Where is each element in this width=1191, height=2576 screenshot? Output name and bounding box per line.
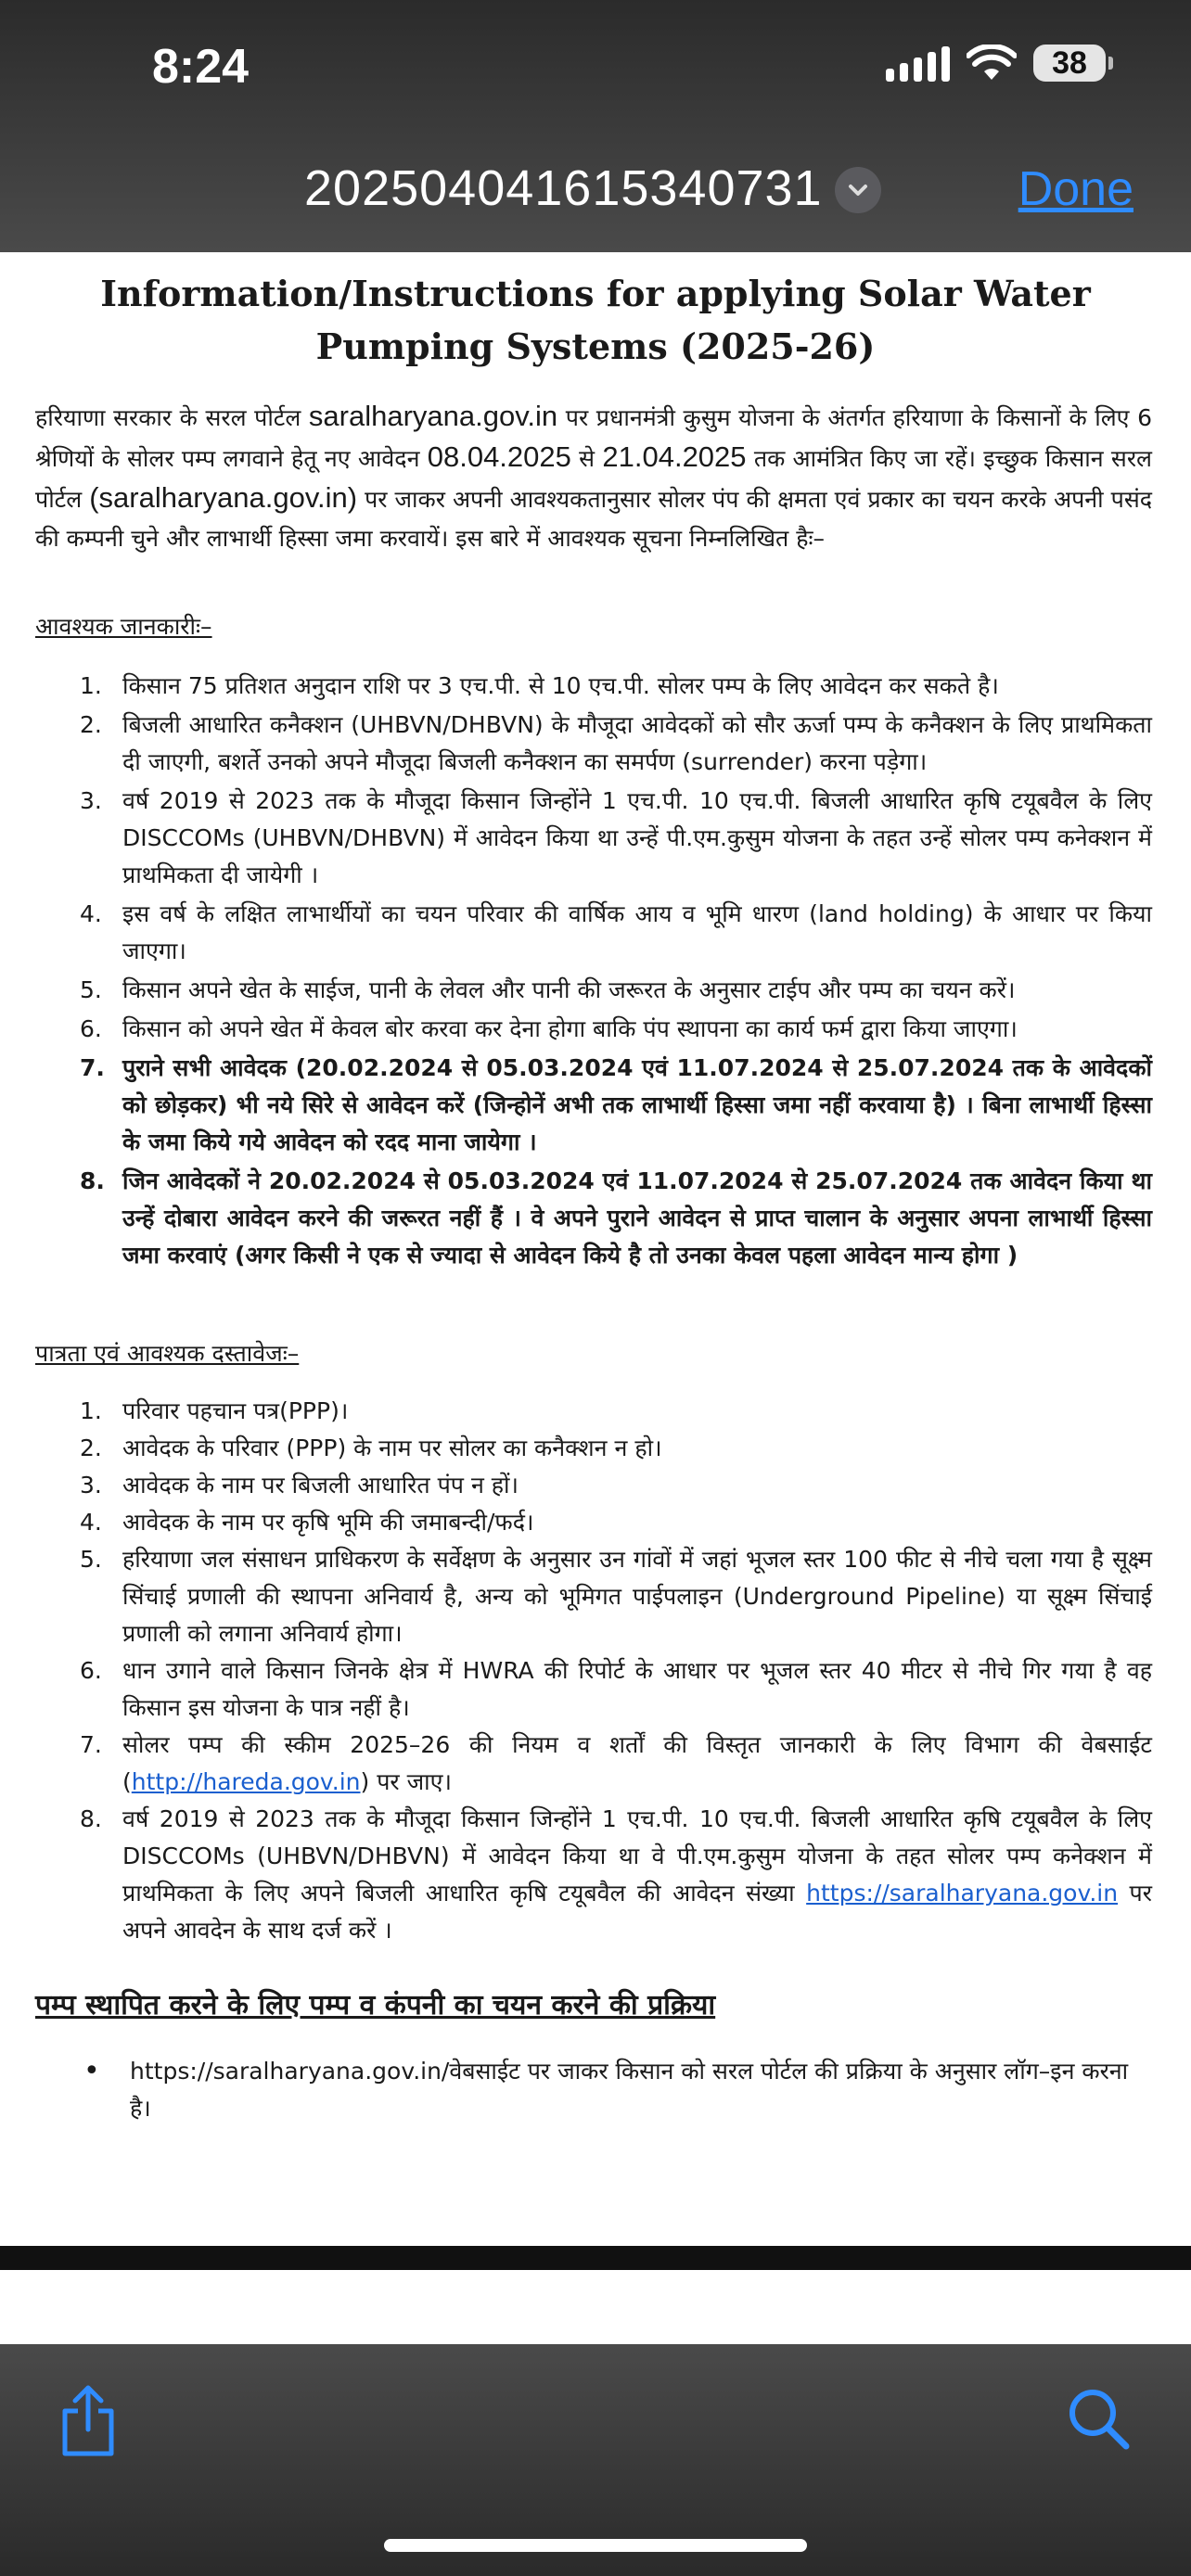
home-indicator[interactable] [384, 2539, 807, 2552]
list-item: 4. इस वर्ष के लक्षित लाभार्थीयों का चयन परिवार की वार्षिक आय व भूमि धारण (land holding) के आधार पर किया जाएगा। [80, 900, 1152, 964]
list-item: 2. आवेदक के परिवार (PPP) के नाम पर सोलर का कनैक्शन न हो। [80, 1435, 662, 1461]
eligibility-list [35, 1393, 1152, 1949]
intro-paragraph: हरियाणा सरकार के सरल पोर्टल saralharyana.gov.in पर प्रधानमंत्री कुसुम योजना के अंतर्गत हरियाणा के किसानों के लिए 6 श्रेणियों के सोलर पम्प लगवाने हेतू नए आवेदन 08.04.2025 से 21.04.2025 तक आमंत्रित किए जा रहें। इच्छुक किसान सरल पोर्टल (saralharyana.gov.in) पर जाकर अपनी आवश्यकतानुसार सोलर पंप की क्षमता एवं प्रकार का चयन करके अपनी पसंद की कम्पनी चुने और लाभार्थी हिस्सा जमा करवायें। इस बारे में आवश्यक सूचना निम्नलिखित हैः– [35, 400, 1152, 552]
page-separator [0, 2246, 1191, 2270]
cellular-signal-icon [886, 45, 950, 82]
section-heading-info: आवश्यक जानकारीः– [35, 613, 212, 640]
list-item: 1. किसान 75 प्रतिशत अनुदान राशि पर 3 एच.पी. से 10 एच.पी. सोलर पम्प के लिए आवेदन कर सकते है। [80, 672, 999, 699]
list-item: 1. परिवार पहचान पत्र(PPP)। [80, 1397, 349, 1424]
status-time: 8:24 [152, 40, 250, 94]
document-heading: Information/Instructions for applying Solar Water Pumping Systems (2025-26) [100, 273, 1091, 367]
list-item: 8. वर्ष 2019 से 2023 तक के मौजूदा किसान जिन्होंने 1 एच.पी. 10 एच.पी. बिजली आधारित कृषि टयूबवैल के लिए DISCCOMs (UHBVN/DHBVN) में आवेदन किया था वे पी.एम.कुसुम योजना के तहत सोलर पम्प कनेक्शन में प्राथमिकता के लिए अपने बिजली आधारित कृषि टयूबवैल की आवेदन संख्या https://saralharyana.gov.in पर अपने आवदेन के साथ दर्ज करें । [80, 1805, 1152, 1944]
list-item: 2. बिजली आधारित कनैक्शन (UHBVN/DHBVN) के मौजूदा आवेदकों को सौर ऊर्जा पम्प के कनैक्शन के लिए प्राथमिकता दी जाएगी, बशर्ते उनको अपने मौजूदा बिजली कनैक्शन का समर्पण (surrender) करना पड़ेगा। [80, 711, 1152, 775]
info-list [35, 668, 1152, 1274]
list-item: 5. किसान अपने खेत के साईज, पानी के लेवल और पानी की जरूरत के अनुसार टाईप और पम्प का चयन करें। [80, 976, 1016, 1003]
hareda-link[interactable]: http://hareda.gov.in [131, 1768, 361, 1795]
title-menu-button[interactable] [835, 167, 881, 213]
share-icon [56, 2383, 121, 2457]
list-item: 7. पुराने सभी आवेदक (20.02.2024 से 05.03.2024 एवं 11.07.2024 से 25.07.2024 तक के आवेदकों को छोड़कर) भी नये सिरे से आवेदन करें (जिन्होनें अभी तक लाभार्थी हिस्सा जमा नहीं करवाया है) । बिना लाभार्थी हिस्सा के जमा किये गये आवेदन को रदद माना जायेगा । [80, 1054, 1152, 1155]
battery-icon: 38 [1033, 45, 1106, 82]
status-icons [886, 45, 1106, 82]
list-item: 7. सोलर पम्प की स्कीम 2025–26 की नियम व शर्तों की विस्तृत जानकारी के लिए विभाग की वेबसाईट (http://hareda.gov.in) पर जाए। [80, 1731, 1152, 1795]
section-heading-eligibility: पात्रता एवं आवश्यक दस्तावेजः– [35, 1340, 300, 1367]
list-item: 8. जिन आवेदकों ने 20.02.2024 से 05.03.2024 एवं 11.07.2024 से 25.07.2024 तक आवेदन किया था उन्हें दोबारा आवेदन करने की जरूरत नहीं हैं । वे अपने पुराने आवेदन से प्राप्त चालान के अनुसार अपना लाभार्थी हिस्सा जमा करवाएं (अगर किसी ने एक से ज्यादा से आवेदन किये है तो उनका केवल पहला आवेदन मान्य होगा ) [80, 1167, 1152, 1269]
share-button[interactable] [56, 2383, 121, 2461]
process-bullet: • https://saralharyana.gov.in/वेबसाईट पर जाकर किसान को सरल पोर्टल की प्रक्रिया के अनुसार लॉग–इन करना है। [130, 2053, 1150, 2127]
saralharyana-link[interactable]: https://saralharyana.gov.in [806, 1880, 1119, 1906]
list-item: 6. किसान को अपने खेत में केवल बोर करवा कर देना होगा बाकि पंप स्थापना का कार्य फर्म द्वारा किया जाएगा। [80, 1015, 1018, 1042]
done-button[interactable]: Done [1018, 162, 1133, 216]
document-page[interactable] [0, 252, 1191, 2246]
search-icon [1067, 2387, 1132, 2452]
search-button[interactable] [1067, 2387, 1132, 2455]
next-page-edge [0, 2270, 1191, 2344]
document-title[interactable]: 20250404161534073​1 [304, 160, 823, 216]
section-heading-process: पम्प स्थापित करने के लिए पम्प व कंपनी का चयन करने की प्रक्रिया [35, 1989, 716, 2021]
wifi-icon [967, 45, 1017, 82]
list-item: 6. धान उगाने वाले किसान जिनके क्षेत्र में HWRA की रिपोर्ट के आधार पर भूजल स्तर 40 मीटर से नीचे गिर गया है वह किसान इस योजना के पात्र नहीं है। [80, 1657, 1152, 1721]
list-item: 3. आवेदक के नाम पर बिजली आधारित पंप न हों। [80, 1472, 519, 1498]
list-item: 4. आवेदक के नाम पर कृषि भूमि की जमाबन्दी/फर्द। [80, 1509, 534, 1536]
list-item: 3. वर्ष 2019 से 2023 तक के मौजूदा किसान जिन्होंने 1 एच.पी. 10 एच.पी. बिजली आधारित कृषि टयूबवैल के लिए DISCCOMs (UHBVN/DHBVN) में आवेदन किया था उन्हें पी.एम.कुसुम योजना के तहत उन्हें सोलर पम्प कनेक्शन में प्राथमिकता दी जायेगी । [80, 787, 1152, 888]
chevron-down-icon [835, 167, 881, 213]
list-item: 5. हरियाणा जल संसाधन प्राधिकरण के सर्वेक्षण के अनुसार उन गांवों में जहां भूजल स्तर 100 फीट से नीचे चला गया है सूक्ष्म सिंचाई प्रणाली की स्थापना अनिवार्य है, अन्य को भूमिगत पाईपलाइन (Underground Pipeline) या सूक्ष्म सिंचाई प्रणाली को लगाना अनिवार्य होगा। [80, 1546, 1152, 1647]
